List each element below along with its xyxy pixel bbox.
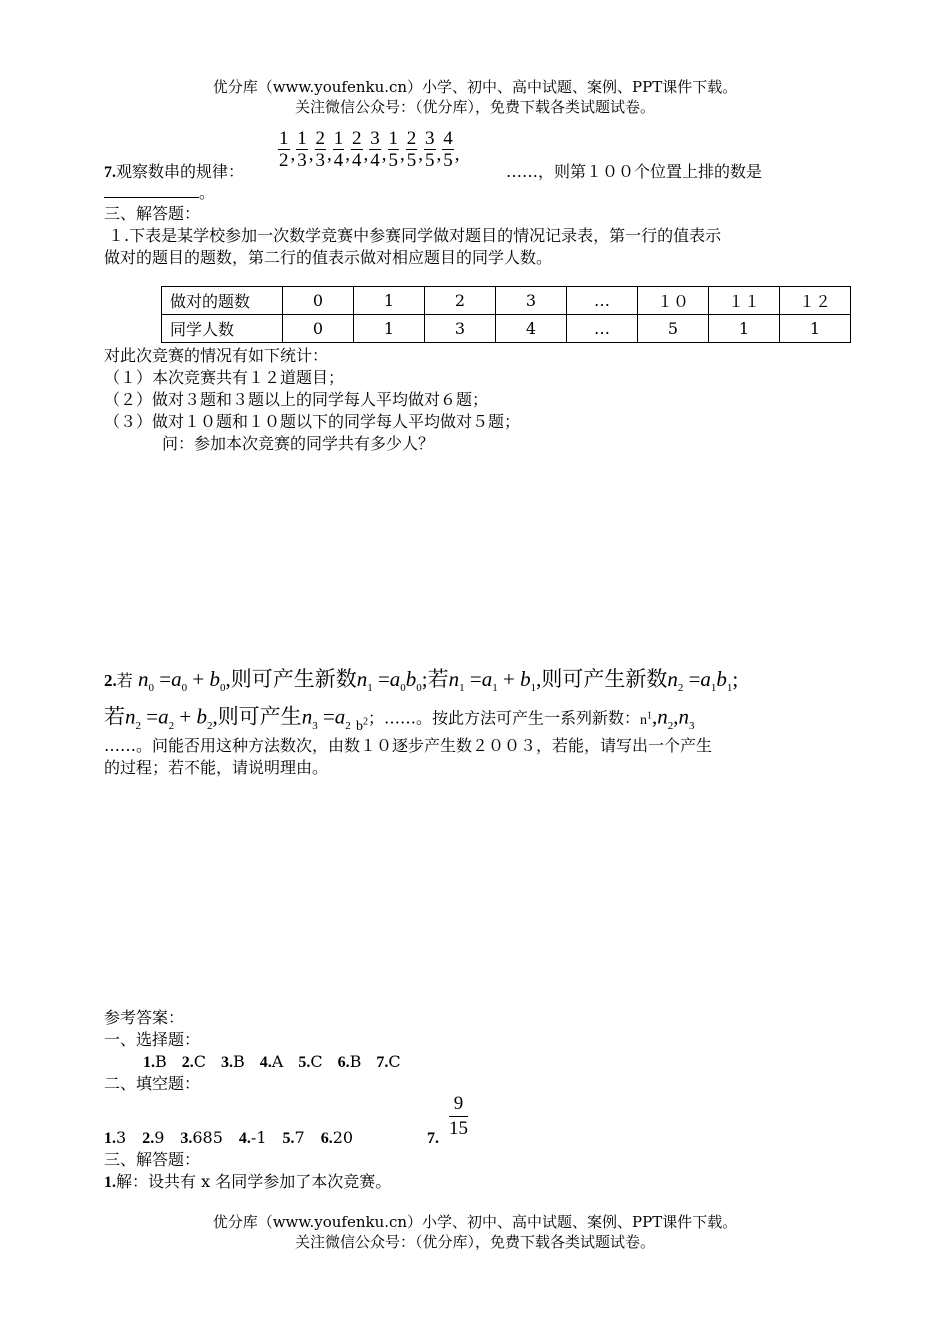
problem-1-line-1: １.下表是某学校参加一次数学竞赛中参赛同学做对题目的情况记录表，第一行的值表示 bbox=[108, 226, 722, 245]
answers-title: 参考答案： bbox=[104, 1008, 185, 1027]
stat-2: （２）做对３题和３题以上的同学每人平均做对６题； bbox=[104, 390, 489, 409]
ruo-1: 若 bbox=[116, 671, 133, 690]
table-cell: 2 bbox=[425, 287, 496, 315]
fraction-item: $\frac{1}{5}$ bbox=[388, 128, 398, 171]
fraction-item: $\frac{4}{5}$ bbox=[443, 128, 453, 171]
question-text: 问：参加本次竞赛的同学共有多少人？ bbox=[162, 434, 435, 453]
fraction-item: $\frac{3}{4}$ bbox=[370, 128, 380, 171]
table-cell: 1 bbox=[709, 315, 780, 343]
table-cell: 3 bbox=[496, 287, 567, 315]
solution-1-number: 1. bbox=[104, 1174, 116, 1191]
fill-7-num: 7. bbox=[427, 1130, 439, 1147]
choice-answer: 3.B bbox=[221, 1052, 245, 1071]
fill-answer: 5.7 bbox=[282, 1128, 305, 1147]
ruo-2: 若 bbox=[427, 667, 449, 691]
row-header: 同学人数 bbox=[162, 315, 283, 343]
choice-answer: 5.C bbox=[298, 1052, 323, 1071]
question-7-end: 。 bbox=[199, 183, 216, 202]
fraction-item: $\frac{3}{5}$ bbox=[425, 128, 435, 171]
answer-blank[interactable] bbox=[104, 183, 199, 198]
choice-answer: 7.C bbox=[376, 1052, 401, 1071]
stat-3: （３）做对１０题和１０题以下的同学每人平均做对５题； bbox=[104, 412, 521, 431]
fill-answer: 2.9 bbox=[142, 1128, 165, 1147]
fill-answers bbox=[104, 1127, 369, 1150]
table-cell: １２ bbox=[780, 287, 851, 315]
table-cell: １１ bbox=[709, 287, 780, 315]
fraction-item: $\frac{1}{3}$ bbox=[297, 128, 307, 171]
problem-2-line-1: 2.若 $n_0 =a_0 + b_0$,则可产生新数$n_1 =a_0b_0$;若$n_1 =a_1 + b_1$,则可产生新数$n_2 =a_1b_1$; bbox=[104, 667, 739, 695]
fraction-sequence: $\frac{1}{2}$ , $\frac{1}{3}$ , $\frac{2}{3}$ , $\frac{1}{4}$ , $\frac{2}{4}$ , $\frac{3}{4}$ , $\frac{1}{5}$ , $\frac{2}{5}$ , $\frac{3}{5}$ , $\frac{4}{5}$ , bbox=[279, 128, 460, 171]
section-3-title: 三、解答题： bbox=[104, 204, 201, 223]
results-table bbox=[161, 286, 851, 343]
answers-sec-3: 三、解答题： bbox=[104, 1150, 201, 1169]
table-cell: … bbox=[567, 287, 638, 315]
table-cell: 0 bbox=[283, 287, 354, 315]
answers-sec-1: 一、选择题： bbox=[104, 1030, 201, 1049]
table-cell: 4 bbox=[496, 315, 567, 343]
fill-answer: 1.3 bbox=[104, 1128, 127, 1147]
table-cell: １０ bbox=[638, 287, 709, 315]
text-1: 则可产生新数 bbox=[230, 667, 357, 691]
table-row bbox=[162, 287, 851, 315]
fill-answer-7-number bbox=[427, 1127, 439, 1150]
footer-line-2: 关注微信公众号：（优分库），免费下载各类试题试卷。 bbox=[294, 1233, 655, 1251]
table-cell: 5 bbox=[638, 315, 709, 343]
choice-answer: 6.B bbox=[337, 1052, 362, 1071]
ruo-3: 若 bbox=[104, 704, 125, 729]
table-cell: 3 bbox=[425, 315, 496, 343]
fill-answer: 3.685 bbox=[180, 1128, 223, 1147]
fraction-item: $\frac{2}{4}$ bbox=[352, 128, 362, 171]
problem-1-line-2: 做对的题目的题数，第二行的值表示做对相应题目的同学人数。 bbox=[104, 248, 553, 267]
fraction-item: $\frac{1}{4}$ bbox=[333, 128, 344, 171]
text-2: 则可产生新数 bbox=[541, 667, 668, 691]
fraction-item: $\frac{2}{5}$ bbox=[406, 128, 417, 171]
problem-2-line-4: 的过程；若不能，请说明理由。 bbox=[104, 758, 329, 777]
table-cell: 0 bbox=[283, 315, 354, 343]
fill-answer-7-fraction bbox=[449, 1092, 468, 1141]
fraction-numerator: 9 bbox=[449, 1092, 468, 1117]
text-3: 则可产生 bbox=[217, 704, 302, 729]
stat-1: （１）本次竞赛共有１２道题目； bbox=[104, 368, 345, 387]
fill-answer: 6.20 bbox=[320, 1128, 354, 1147]
choice-answer: 4.A bbox=[259, 1052, 284, 1071]
question-7-answer-line bbox=[104, 182, 215, 204]
text-tail: ；……。按此方法可产生一系列新数： bbox=[368, 708, 641, 728]
fraction-item: $\frac{1}{2}$ bbox=[279, 128, 289, 171]
question-7-number: 7. bbox=[104, 164, 116, 181]
solution-1 bbox=[104, 1171, 391, 1194]
answers-sec-2: 二、填空题： bbox=[104, 1074, 201, 1093]
choice-answer: 2.C bbox=[181, 1052, 207, 1071]
footer-line-1: 优分库（www.youfenku.cn）小学、初中、高中试题、案例、PPT课件下载。 bbox=[212, 1213, 738, 1231]
question-7-suffix: ……，则第１００个位置上排的数是 bbox=[506, 162, 763, 181]
header-line-1: 优分库（www.youfenku.cn）小学、初中、高中试题、案例、PPT课件下载。 bbox=[212, 78, 738, 96]
row-header: 做对的题数 bbox=[162, 287, 283, 315]
fraction-item: $\frac{2}{3}$ bbox=[315, 128, 325, 171]
table-cell: … bbox=[567, 315, 638, 343]
problem-2-number: 2. bbox=[104, 671, 117, 690]
question-7-prefix: 观察数串的规律： bbox=[116, 162, 245, 181]
solution-1-text: 解：设共有 x 名同学参加了本次竞赛。 bbox=[116, 1172, 392, 1191]
problem-2-line-3: ……。问能否用这种方法数次，由数１０逐步产生数２００３，若能，请写出一个产生 bbox=[104, 736, 713, 755]
problem-2-line-2: 若$n_2 =a_2 + b_2$,则可产生$n_3 =a_2$ $_{b^2}$；……。按此方法可产生一系列新数：$n^1,n_2,n_3$ bbox=[104, 704, 695, 734]
stats-intro: 对此次竞赛的情况有如下统计： bbox=[104, 346, 329, 365]
choice-answer: 1.B bbox=[143, 1052, 167, 1071]
table-cell: 1 bbox=[354, 287, 425, 315]
table-cell: 1 bbox=[780, 315, 851, 343]
fraction-denominator: 15 bbox=[449, 1118, 468, 1139]
table-row bbox=[162, 315, 851, 343]
table-cell: 1 bbox=[354, 315, 425, 343]
header-line-2: 关注微信公众号：（优分库），免费下载各类试题试卷。 bbox=[294, 98, 655, 116]
fill-answer: 4.-1 bbox=[238, 1128, 267, 1147]
choice-answers bbox=[143, 1051, 416, 1074]
